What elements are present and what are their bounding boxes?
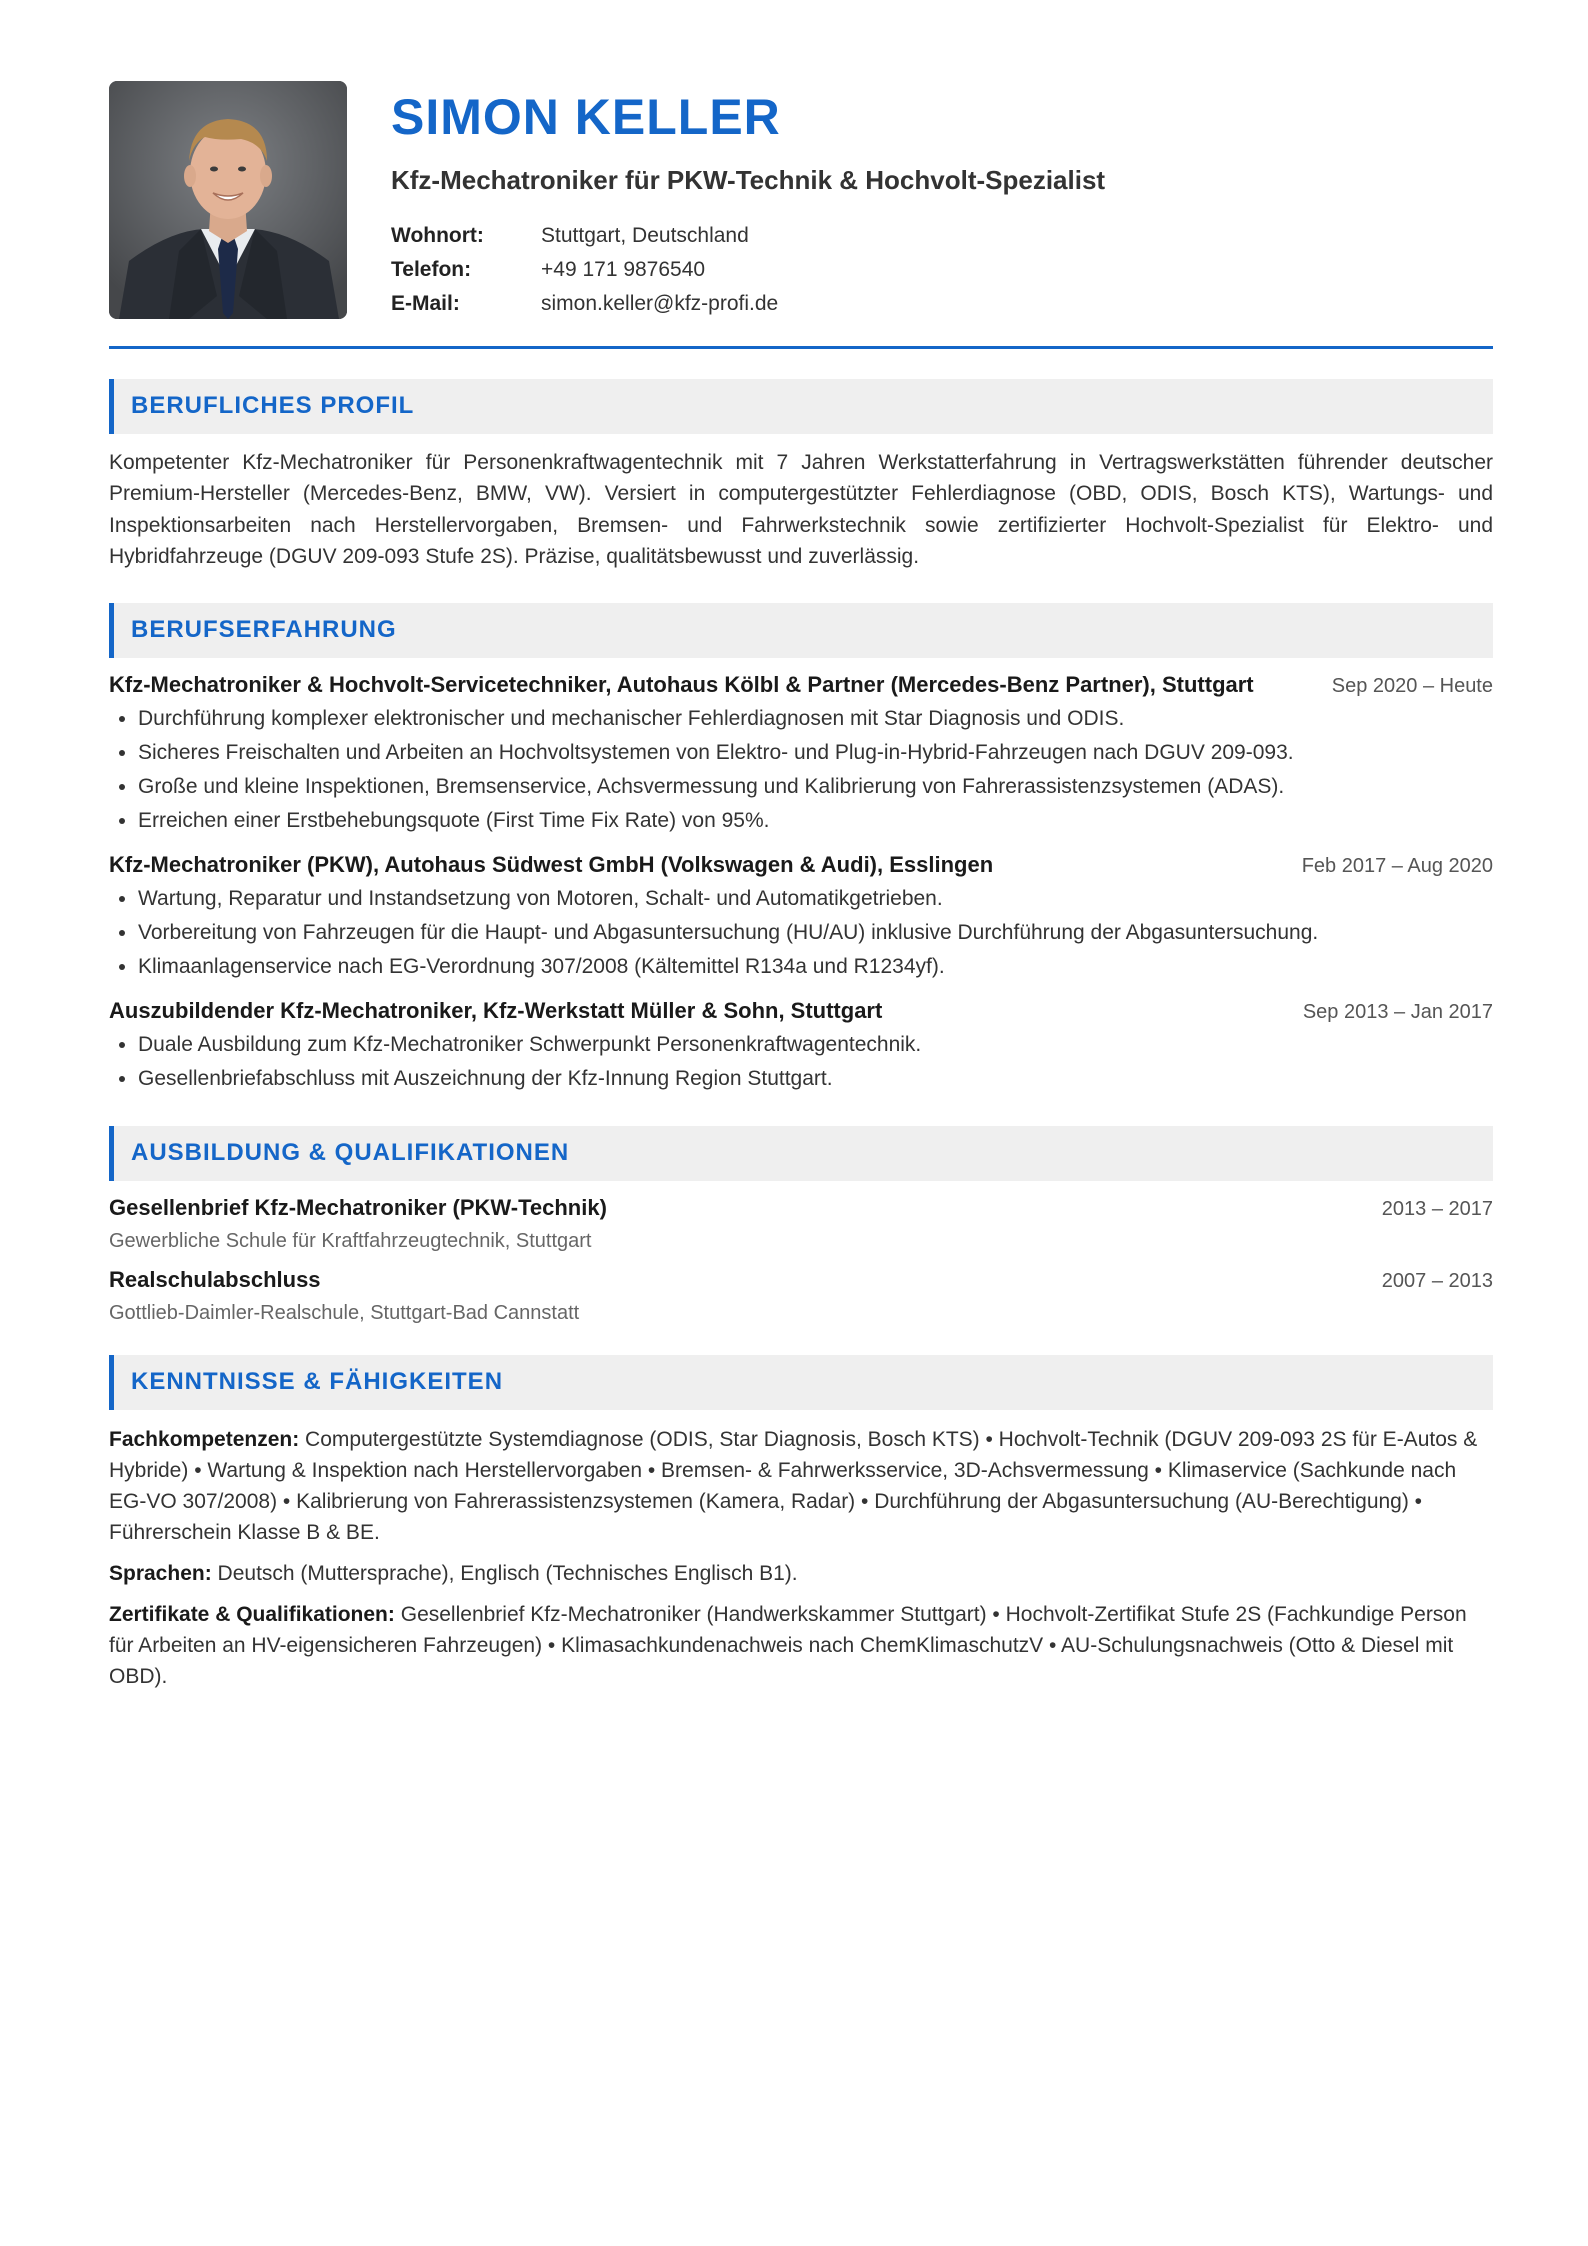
section-title: BERUFLICHES PROFIL [131,392,415,420]
job-header [109,852,1493,878]
skills-entry-certificates [109,1599,1493,1692]
section-title: BERUFSERFAHRUNG [131,616,397,644]
job-heading: Kfz-Mechatroniker & Hochvolt-Servicetechniker, Autohaus Kölbl & Partner (Mercedes-Benz Partner), Stuttgart [109,671,1254,697]
section-header-skills [109,1355,1493,1410]
job-bullet: • Durchführung komplexer elektronischer und mechanischer Fehlerdiagnosen mit Star Diagnosis und ODIS. [138,702,1493,736]
skills-text: Computergestützte Systemdiagnose (ODIS, Star Diagnosis, Bosch KTS) • Hochvolt-Technik (DGUV 209-093 2S für E-Autos & Hybride) • Wartung & Inspektion nach Herstellervorgaben • Bremsen- & Fahrwerksservice, 3D-Achsvermessung • Klimaservice (Sachkunde nach EG-VO 307/2008) • Kalibrierung von Fahrerassistenzsystemen (Kamera, Radar) • Durchführung der Abgasuntersuchung (AU-Berechtigung) • Führerschein Klasse B & BE. [109,1427,1478,1544]
education-school: Gottlieb-Daimler-Realschule, Stuttgart-Bad Cannstatt [109,1301,580,1324]
contact-list [391,219,1105,321]
contact-value: +49 171 9876540 [541,257,706,281]
job-bullet: • Gesellenbriefabschluss mit Auszeichnung der Kfz-Innung Region Stuttgart. [138,1062,1493,1096]
job-entry [109,852,1493,984]
job-bullet: • Erreichen einer Erstbehebungsquote (First Time Fix Rate) von 95%. [138,804,1493,838]
contact-label: Telefon: [391,257,472,281]
skills-label: Sprachen: [109,1561,212,1585]
job-bullet: • Vorbereitung von Fahrzeugen für die Haupt- und Abgasuntersuchung (HU/AU) inklusive Durchführung der Abgasuntersuchung. [138,916,1493,950]
skills-label: Fachkompetenzen: [109,1427,300,1451]
section-header-education [109,1126,1493,1181]
job-bullets [109,702,1493,838]
contact-row-phone [391,253,1105,287]
section-title: AUSBILDUNG & QUALIFIKATIONEN [131,1139,570,1167]
section-header-experience [109,603,1493,658]
education-header [109,1195,1493,1221]
job-bullet: • Große und kleine Inspektionen, Bremsenservice, Achsvermessung und Kalibrierung von Fahrerassistenzsystemen (ADAS). [138,770,1493,804]
job-bullet: • Klimaanlagenservice nach EG-Verordnung 307/2008 (Kältemittel R134a und R1234yf). [138,950,1493,984]
skills-entry-technical [109,1424,1493,1548]
job-bullets [109,1028,1493,1096]
section-title: KENNTNISSE & FÄHIGKEITEN [131,1368,504,1396]
education-title: Gesellenbrief Kfz-Mechatroniker (PKW-Technik) [109,1194,607,1220]
job-date: Feb 2017 – Aug 2020 [1301,854,1493,877]
candidate-title: Kfz-Mechatroniker für PKW-Technik & Hochvolt-Spezialist [391,165,1106,195]
education-date: 2013 – 2017 [1381,1197,1493,1220]
education-entry [109,1267,1493,1325]
job-bullet: • Sicheres Freischalten und Arbeiten an Hochvoltsystemen von Elektro- und Plug-in-Hybrid-Fahrzeugen nach DGUV 209-093. [138,736,1493,770]
job-bullet: • Wartung, Reparatur und Instandsetzung von Motoren, Schalt- und Automatikgetrieben. [138,882,1493,916]
resume-header [109,81,1493,321]
section-header-profile [109,379,1493,434]
skills-text: Gesellenbrief Kfz-Mechatroniker (Handwerkskammer Stuttgart) • Hochvolt-Zertifikat Stufe 2S (Fachkundige Person für Arbeiten an HV-eigensicheren Fahrzeugen) • Klimasachkundenachweis nach ChemKlimaschutzV • AU-Schulungsnachweis (Otto & Diesel mit OBD). [109,1602,1467,1688]
contact-row-location [391,219,1105,253]
contact-label: E-Mail: [391,291,460,315]
skills-label: Zertifikate & Qualifikationen: [109,1602,395,1626]
education-school: Gewerbliche Schule für Kraftfahrzeugtechnik, Stuttgart [109,1229,592,1252]
skills-entry-languages [109,1558,1493,1589]
portrait-image [109,81,347,319]
job-heading: Kfz-Mechatroniker (PKW), Autohaus Südwest GmbH (Volkswagen & Audi), Esslingen [109,851,994,877]
contact-label: Wohnort: [391,223,484,247]
contact-value: Stuttgart, Deutschland [541,223,749,247]
candidate-name: SIMON KELLER [391,89,781,145]
job-bullet: • Duale Ausbildung zum Kfz-Mechatroniker Schwerpunkt Personenkraftwagentechnik. [138,1028,1493,1062]
job-header [109,998,1493,1024]
profile-text: Kompetenter Kfz-Mechatroniker für Personenkraftwagentechnik mit 7 Jahren Werkstatterfahrung in Vertragswerkstätten führender deutscher Premium-Hersteller (Mercedes-Benz, BMW, VW). Versiert in computergestützter Fehlerdiagnose (OBD, ODIS, Bosch KTS), Wartungs- und Inspektionsarbeiten nach Herstellervorgaben, Bremsen- und Fahrwerkstechnik sowie zertifizierter Hochvolt-Spezialist für Elektro- und Hybridfahrzeuge (DGUV 209-093 Stufe 2S). Präzise, qualitätsbewusst und zuverlässig. [109,450,1493,569]
job-heading: Auszubildender Kfz-Mechatroniker, Kfz-Werkstatt Müller & Sohn, Stuttgart [109,997,883,1023]
job-date: Sep 2013 – Jan 2017 [1302,1000,1493,1023]
education-entry [109,1195,1493,1253]
job-date: Sep 2020 – Heute [1331,674,1493,697]
header-info [391,81,1105,321]
contact-row-email [391,287,1105,321]
job-bullets [109,882,1493,984]
profile-photo [109,81,347,319]
education-title: Realschulabschluss [109,1266,321,1292]
resume-content [109,81,1493,1692]
job-entry [109,672,1493,838]
skills-text: Deutsch (Muttersprache), Englisch (Technisches Englisch B1). [217,1561,798,1585]
job-header [109,672,1493,698]
job-entry [109,998,1493,1096]
education-date: 2007 – 2013 [1381,1269,1493,1292]
contact-value: simon.keller@kfz-profi.de [541,291,779,315]
header-divider [109,346,1493,349]
education-header [109,1267,1493,1293]
